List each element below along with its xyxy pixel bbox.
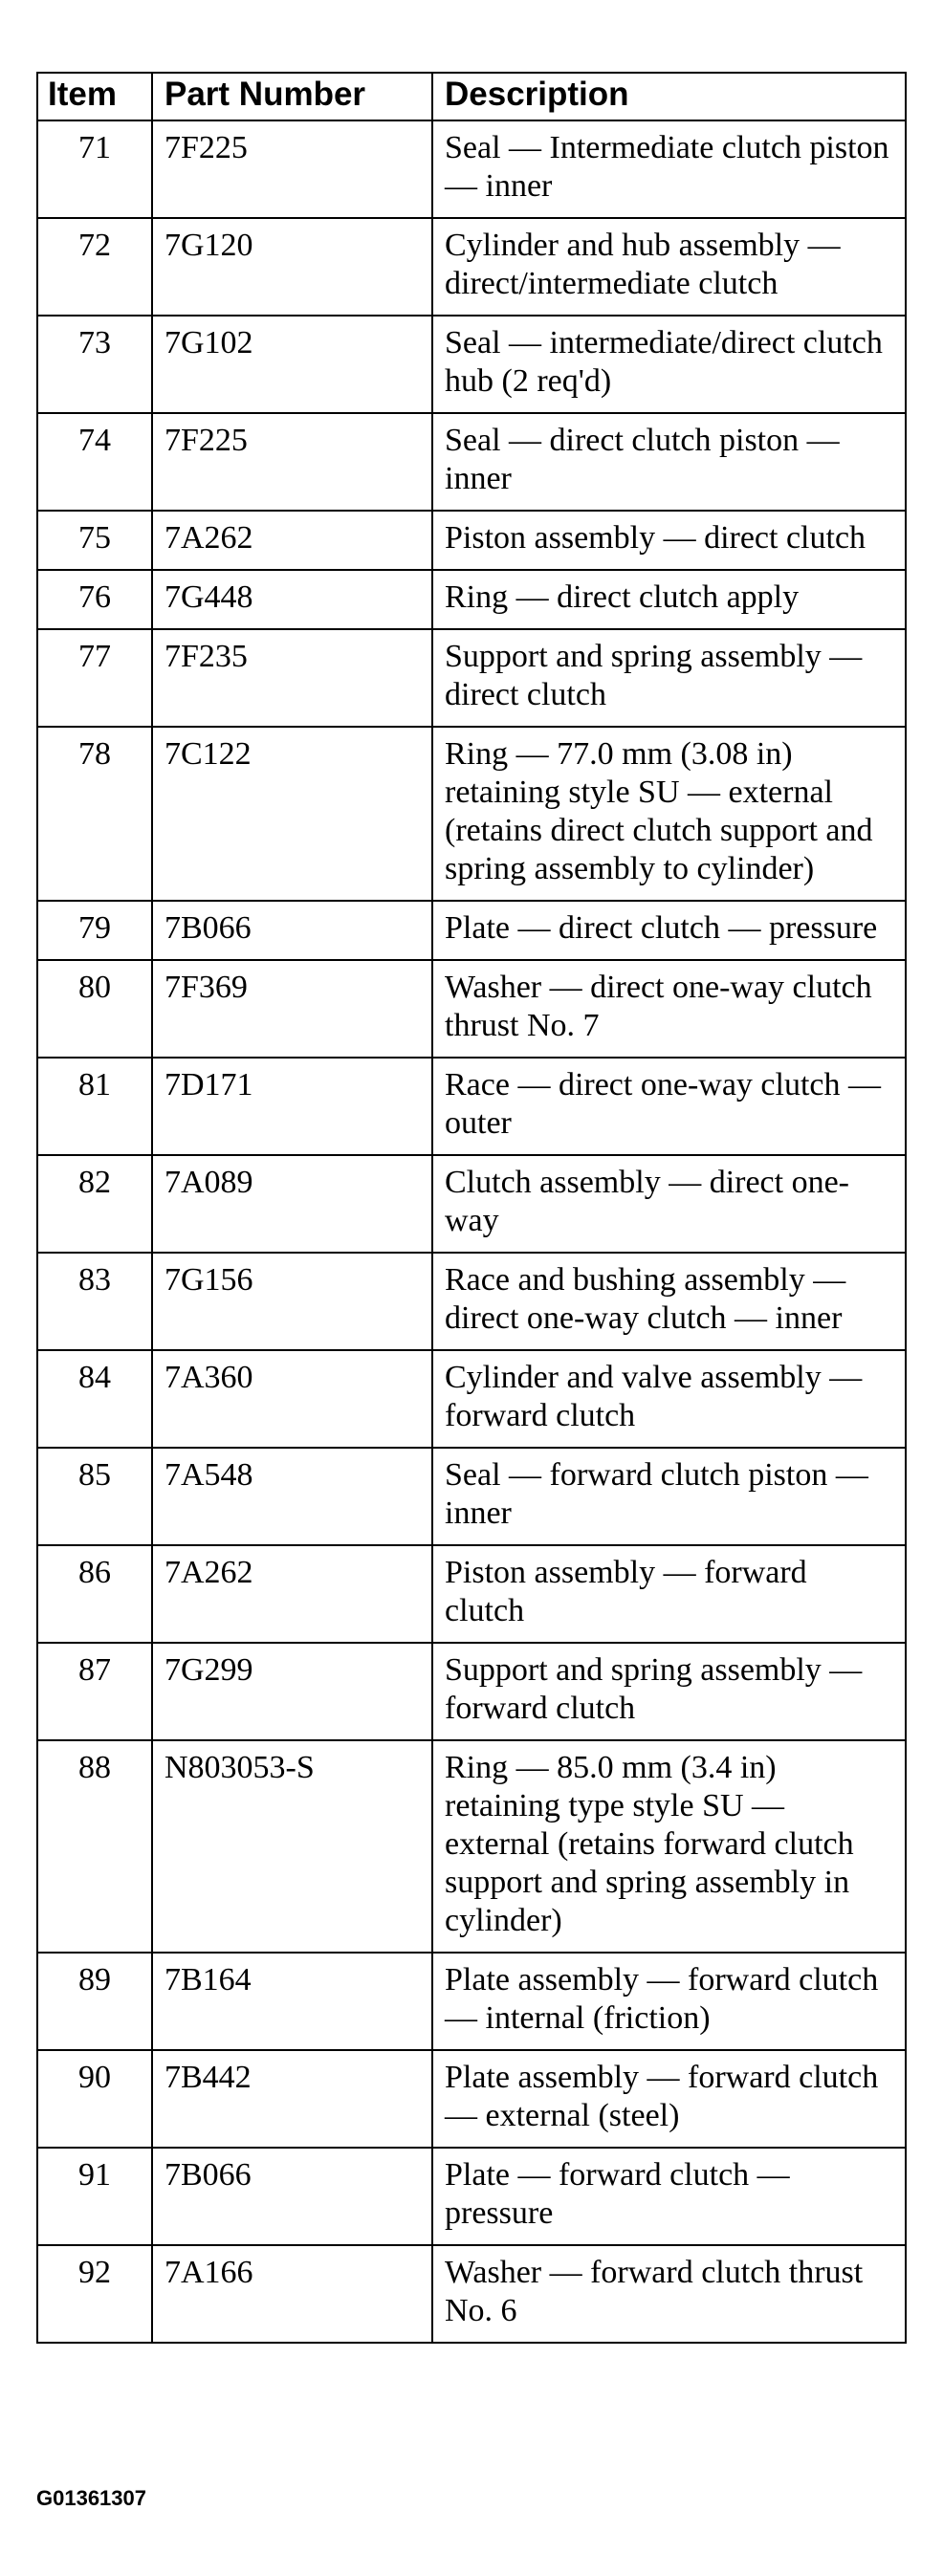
- part-number-cell: 7F225: [152, 413, 432, 511]
- description-cell: Ring — direct clutch apply: [432, 570, 906, 629]
- description-cell: Seal — intermediate/direct clutch hub (2 req'd): [432, 316, 906, 413]
- description-cell: Piston assembly — forward clutch: [432, 1545, 906, 1643]
- description-cell: Cylinder and hub assembly — direct/intermediate clutch: [432, 218, 906, 316]
- item-cell: 83: [37, 1253, 152, 1350]
- description-cell: Plate — direct clutch — pressure: [432, 901, 906, 960]
- item-header: Item: [37, 73, 152, 120]
- description-cell: Seal — direct clutch piston — inner: [432, 413, 906, 511]
- item-cell: 91: [37, 2148, 152, 2245]
- table-row: [37, 2245, 906, 2343]
- item-cell: 80: [37, 960, 152, 1058]
- table-row: [37, 727, 906, 901]
- table-row: [37, 316, 906, 413]
- part-number-cell: 7A262: [152, 1545, 432, 1643]
- part-number-cell: 7G102: [152, 316, 432, 413]
- part-number-cell: 7D171: [152, 1058, 432, 1155]
- item-cell: 85: [37, 1448, 152, 1545]
- table-row: [37, 1545, 906, 1643]
- description-cell: Plate — forward clutch — pressure: [432, 2148, 906, 2245]
- table-row: [37, 1155, 906, 1253]
- table-row: [37, 218, 906, 316]
- description-cell: Plate assembly — forward clutch — external (steel): [432, 2050, 906, 2148]
- part-number-cell: 7B442: [152, 2050, 432, 2148]
- table-row: [37, 511, 906, 570]
- table-row: [37, 901, 906, 960]
- description-cell: Seal — Intermediate clutch piston — inner: [432, 120, 906, 218]
- part-number-cell: 7G156: [152, 1253, 432, 1350]
- item-cell: 84: [37, 1350, 152, 1448]
- header-row: [37, 73, 906, 120]
- item-cell: 87: [37, 1643, 152, 1740]
- description-cell: Piston assembly — direct clutch: [432, 511, 906, 570]
- table-body: [37, 120, 906, 2343]
- item-cell: 72: [37, 218, 152, 316]
- parts-sheet: [36, 72, 905, 2344]
- part-number-cell: 7B164: [152, 1953, 432, 2050]
- table-row: [37, 1740, 906, 1953]
- part-number-cell: 7C122: [152, 727, 432, 901]
- table-row: [37, 1253, 906, 1350]
- item-cell: 86: [37, 1545, 152, 1643]
- item-cell: 73: [37, 316, 152, 413]
- item-cell: 88: [37, 1740, 152, 1953]
- item-cell: 81: [37, 1058, 152, 1155]
- description-cell: Ring — 85.0 mm (3.4 in) retaining type style SU — external (retains forward clutch support and spring assembly in cylinder): [432, 1740, 906, 1953]
- description-cell: Plate assembly — forward clutch — internal (friction): [432, 1953, 906, 2050]
- item-cell: 92: [37, 2245, 152, 2343]
- part-number-cell: 7A548: [152, 1448, 432, 1545]
- part-number-cell: 7G448: [152, 570, 432, 629]
- item-cell: 74: [37, 413, 152, 511]
- item-cell: 75: [37, 511, 152, 570]
- item-cell: 77: [37, 629, 152, 727]
- item-cell: 90: [37, 2050, 152, 2148]
- description-cell: Washer — forward clutch thrust No. 6: [432, 2245, 906, 2343]
- part-number-cell: 7F225: [152, 120, 432, 218]
- part-number-cell: 7F235: [152, 629, 432, 727]
- table-row: [37, 629, 906, 727]
- part-number-header: Part Number: [152, 73, 432, 120]
- part-number-cell: 7A262: [152, 511, 432, 570]
- part-number-cell: 7B066: [152, 2148, 432, 2245]
- item-cell: 79: [37, 901, 152, 960]
- description-cell: Support and spring assembly — forward clutch: [432, 1643, 906, 1740]
- item-cell: 89: [37, 1953, 152, 2050]
- part-number-cell: 7G120: [152, 218, 432, 316]
- table-row: [37, 120, 906, 218]
- part-number-cell: N803053-S: [152, 1740, 432, 1953]
- part-number-cell: 7A166: [152, 2245, 432, 2343]
- description-cell: Cylinder and valve assembly — forward clutch: [432, 1350, 906, 1448]
- part-number-cell: 7F369: [152, 960, 432, 1058]
- table-row: [37, 1953, 906, 2050]
- description-cell: Race and bushing assembly — direct one-way clutch — inner: [432, 1253, 906, 1350]
- description-cell: Ring — 77.0 mm (3.08 in) retaining style SU — external (retains direct clutch support and spring assembly to cylinder): [432, 727, 906, 901]
- table-row: [37, 1058, 906, 1155]
- table-row: [37, 1448, 906, 1545]
- part-number-cell: 7A360: [152, 1350, 432, 1448]
- item-cell: 82: [37, 1155, 152, 1253]
- part-number-cell: 7G299: [152, 1643, 432, 1740]
- description-cell: Race — direct one-way clutch — outer: [432, 1058, 906, 1155]
- description-cell: Clutch assembly — direct one-way: [432, 1155, 906, 1253]
- table-row: [37, 1643, 906, 1740]
- table-row: [37, 960, 906, 1058]
- table-row: [37, 1350, 906, 1448]
- part-number-cell: 7A089: [152, 1155, 432, 1253]
- part-number-cell: 7B066: [152, 901, 432, 960]
- description-cell: Seal — forward clutch piston — inner: [432, 1448, 906, 1545]
- description-header: Description: [432, 73, 906, 120]
- table-row: [37, 413, 906, 511]
- item-cell: 76: [37, 570, 152, 629]
- figure-code: G01361307: [36, 2486, 146, 2510]
- description-cell: Support and spring assembly — direct clutch: [432, 629, 906, 727]
- table-row: [37, 2148, 906, 2245]
- item-cell: 71: [37, 120, 152, 218]
- table-row: [37, 2050, 906, 2148]
- table-row: [37, 570, 906, 629]
- parts-table: [36, 72, 907, 2344]
- description-cell: Washer — direct one-way clutch thrust No. 7: [432, 960, 906, 1058]
- item-cell: 78: [37, 727, 152, 901]
